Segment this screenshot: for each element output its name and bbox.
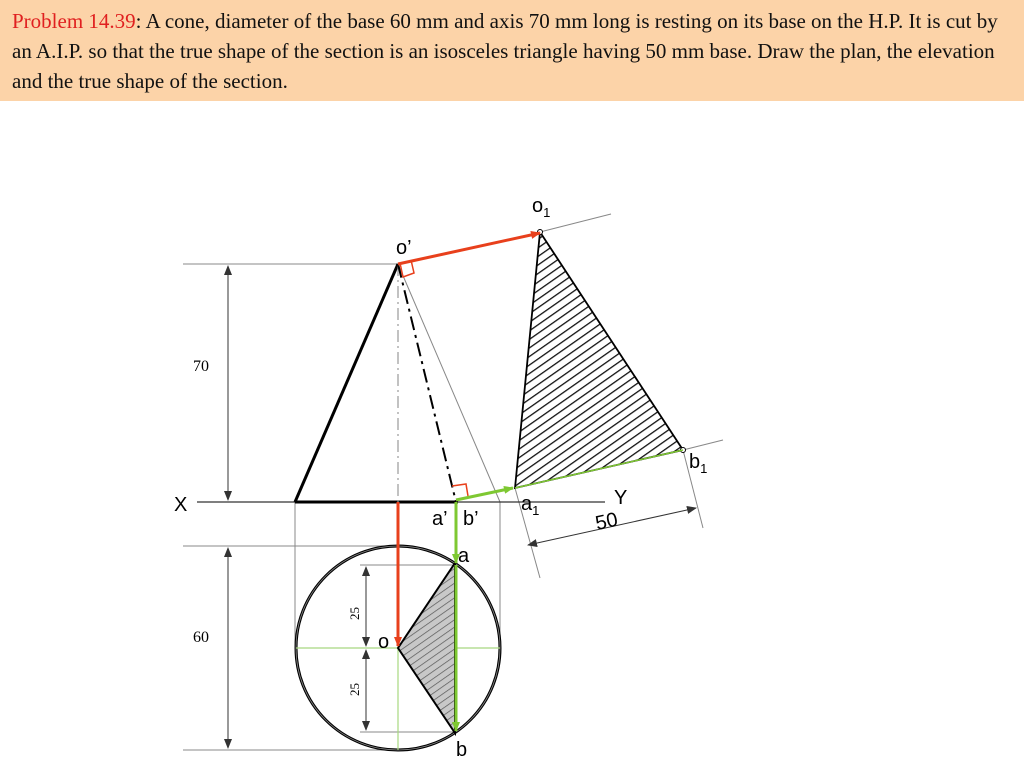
label-a-plan: a [458, 545, 470, 567]
true-shape-section [515, 232, 683, 488]
arrow-o-prime-to-o1 [398, 233, 540, 264]
dimension-50-text: 50 [593, 508, 620, 535]
label-b-plan: b [456, 739, 468, 761]
problem-text: : A cone, diameter of the base 60 mm and axis 70 mm long is resting on its base on the H.P. It is cut by an A.I.P. so that the true shape of the section is an isosceles triangle having 50 mm base. Draw the plan, the elevation and the true shape of the section. [12, 9, 998, 93]
dimension-25-upper-text: 25 [347, 607, 362, 620]
arrow-a-prime-to-a1 [456, 488, 513, 500]
label-b1-main: b [689, 451, 701, 473]
label-o-prime: o’ [396, 237, 412, 259]
label-a-prime: a’ [432, 508, 448, 530]
problem-number: Problem 14.39 [12, 9, 136, 33]
label-o-plan: o [378, 631, 390, 653]
label-o1-subscript: 1 [543, 205, 551, 220]
label-o1-main: o [532, 195, 544, 217]
dimension-25-lower-text: 25 [347, 683, 362, 696]
sectional-plan [398, 563, 455, 733]
dimension-60-text: 60 [193, 629, 209, 646]
label-a1-main: a [521, 493, 533, 515]
cone-elevation [295, 264, 458, 502]
label-a1 [521, 493, 539, 518]
label-b1 [689, 451, 707, 476]
label-b-prime: b’ [463, 508, 479, 530]
dimension-70-text: 70 [193, 358, 209, 375]
cutting-plane-trace [398, 264, 456, 502]
label-a1-subscript: 1 [532, 503, 540, 518]
label-o1 [532, 195, 550, 220]
label-x: X [174, 494, 188, 516]
label-b1-subscript: 1 [700, 461, 708, 476]
label-y: Y [614, 487, 628, 509]
